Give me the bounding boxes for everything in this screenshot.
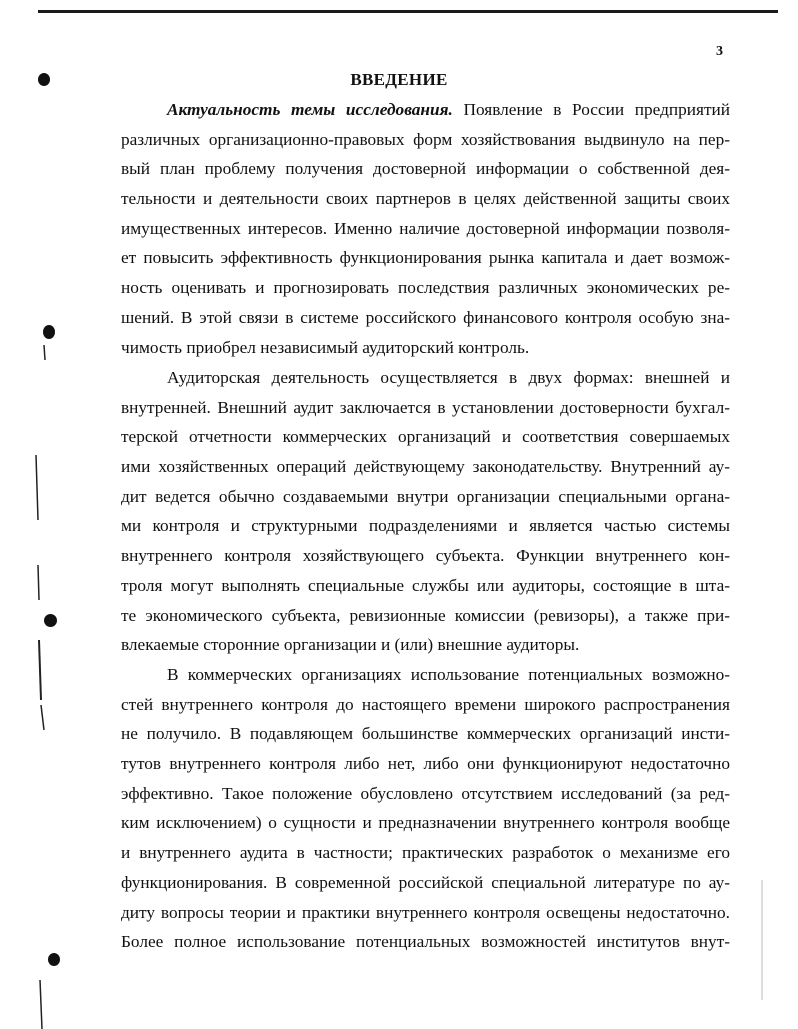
text-line: внутренней. Внешний аудит заключается в установлении достоверности бухгал- — [121, 397, 730, 417]
lead-phrase: Актуальность темы исследования. — [167, 100, 453, 119]
text-line: В коммерческих организациях использование потенциальных возможно- — [167, 665, 730, 684]
paragraph-relevance — [121, 95, 730, 362]
scan-edge-line — [44, 345, 45, 360]
text-line: терской отчетности коммерческих организаций и соответствия совершаемых — [121, 427, 730, 447]
text-line: диту вопросы теории и практики внутреннего контроля освещены недостаточно. — [121, 902, 730, 922]
scan-edge-line — [40, 980, 42, 1029]
text-line: ми контроля и структурными подразделениями и является частью системы — [121, 516, 730, 536]
scan-edge-line — [38, 565, 39, 600]
text-line: различных организационно-правовых форм хозяйствования выдвинуло на пер- — [121, 129, 730, 149]
text-line: Более полное использование потенциальных возможностей институтов внут- — [121, 932, 730, 952]
page-top-border — [38, 10, 778, 13]
punch-hole-mark — [44, 614, 57, 627]
text-line: шений. В этой связи в системе российского финансового контроля особую зна- — [121, 307, 730, 327]
text-line: тельности и деятельности своих партнеров в целях действенной защиты своих — [121, 189, 730, 209]
scan-edge-line — [39, 640, 41, 700]
text-line: ими хозяйственных операций действующему законодательству. Внутренний ау- — [121, 457, 730, 477]
page-number: 3 — [716, 44, 723, 59]
text-line: троля могут выполнять специальные службы или аудиторы, состоящие в шта- — [121, 575, 730, 595]
text-line: эффективно. Такое положение обусловлено отсутствием исследований (за ред- — [121, 783, 730, 803]
page-heading: ВВЕДЕНИЕ — [350, 70, 448, 89]
text-line: внутреннего контроля хозяйствующего субъекта. Функции внутреннего кон- — [121, 546, 730, 566]
text-line: имущественных интересов. Именно наличие достоверной информации позволя- — [121, 218, 730, 238]
text-line: те экономического субъекта, ревизионные комиссии (ревизоры), а также при- — [121, 605, 730, 625]
text-line: ность оценивать и прогнозировать последствия различных экономических ре- — [121, 278, 730, 298]
punch-hole-mark — [48, 953, 60, 966]
paragraph-audit-forms — [121, 363, 730, 660]
text-line: тутов внутреннего контроля либо нет, либо они функционируют недостаточно — [121, 754, 730, 774]
text-line: функционирования. В современной российской специальной литературе по ау- — [121, 872, 730, 892]
text-line-rest: Появление в России предприятий — [452, 100, 730, 119]
text-line: и внутреннего аудита в частности; практических разработок о механизме его — [121, 843, 730, 863]
text-line: чимость приобрел независимый аудиторский контроль. — [121, 337, 530, 357]
punch-hole-mark — [43, 325, 55, 339]
text-line: стей внутреннего контроля до настоящего времени широкого распространения — [121, 694, 730, 714]
text-line: дит ведется обычно создаваемыми внутри организации специальными органа- — [121, 486, 730, 506]
text-line: вый план проблему получения достоверной информации о собственной дея- — [121, 159, 730, 179]
scan-edge-line — [41, 705, 44, 730]
text-line — [121, 95, 730, 125]
text-line: Аудиторская деятельность осуществляется в двух формах: внешней и — [167, 368, 730, 387]
text-line: ким исключением) о сущности и предназначении внутреннего контроля вообще — [121, 813, 730, 833]
text-line: влекаемые сторонние организации и (или) внешние аудиторы. — [121, 635, 580, 655]
scan-edge-line — [36, 455, 38, 520]
text-line: ет повысить эффективность функционирования рынка капитала и дает возмож- — [121, 248, 730, 268]
paragraph-internal-control — [121, 660, 730, 957]
text-line: не получило. В подавляющем большинстве коммерческих организаций инсти- — [121, 724, 730, 744]
